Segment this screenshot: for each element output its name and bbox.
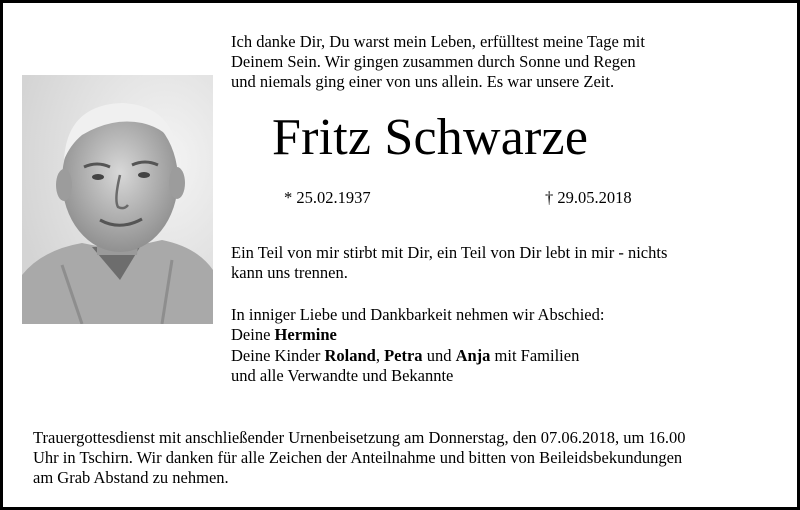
relatives-line: und alle Verwandte und Bekannte [231,366,454,385]
deceased-name: Fritz Schwarze [272,109,589,166]
wife-line [231,325,337,346]
farewell-intro: In inniger Liebe und Dankbarkeit nehmen wir Abschied: [231,305,605,324]
poem-line-2: Deinem Sein. Wir gingen zusammen durch Sonne und Regen [231,52,636,71]
wife-name: Hermine [274,325,337,344]
children-separator-1: , [375,346,385,365]
service-line-3: am Grab Abstand zu nehmen. [33,468,229,487]
wife-prefix: Deine [231,325,275,344]
death-date: † 29.05.2018 [545,188,632,207]
quote-line-2: kann uns trennen. [231,263,348,282]
service-line-2: Uhr in Tschirn. Wir danken für alle Zeichen der Anteilnahme und bitten von Beileidsbekundungen [33,448,683,467]
children-separator-2: und [422,346,456,365]
poem-line-1: Ich danke Dir, Du warst mein Leben, erfülltest meine Tage mit [231,32,645,51]
child-name-1: Roland [324,346,376,365]
quote-line-1: Ein Teil von mir stirbt mit Dir, ein Teil von Dir lebt in mir - nichts [231,243,668,262]
children-suffix: mit Familien [490,346,580,365]
portrait-photo [22,75,213,324]
poem-line-3: und niemals ging einer von uns allein. Es war unsere Zeit. [231,72,615,91]
child-name-3: Anja [455,346,491,365]
child-name-2: Petra [384,346,423,365]
children-line [231,346,579,367]
service-line-1: Trauergottesdienst mit anschließender Urnenbeisetzung am Donnerstag, den 07.06.2018, um 16.00 [33,428,686,447]
birth-date: * 25.02.1937 [284,188,371,207]
children-prefix: Deine Kinder [231,346,325,365]
